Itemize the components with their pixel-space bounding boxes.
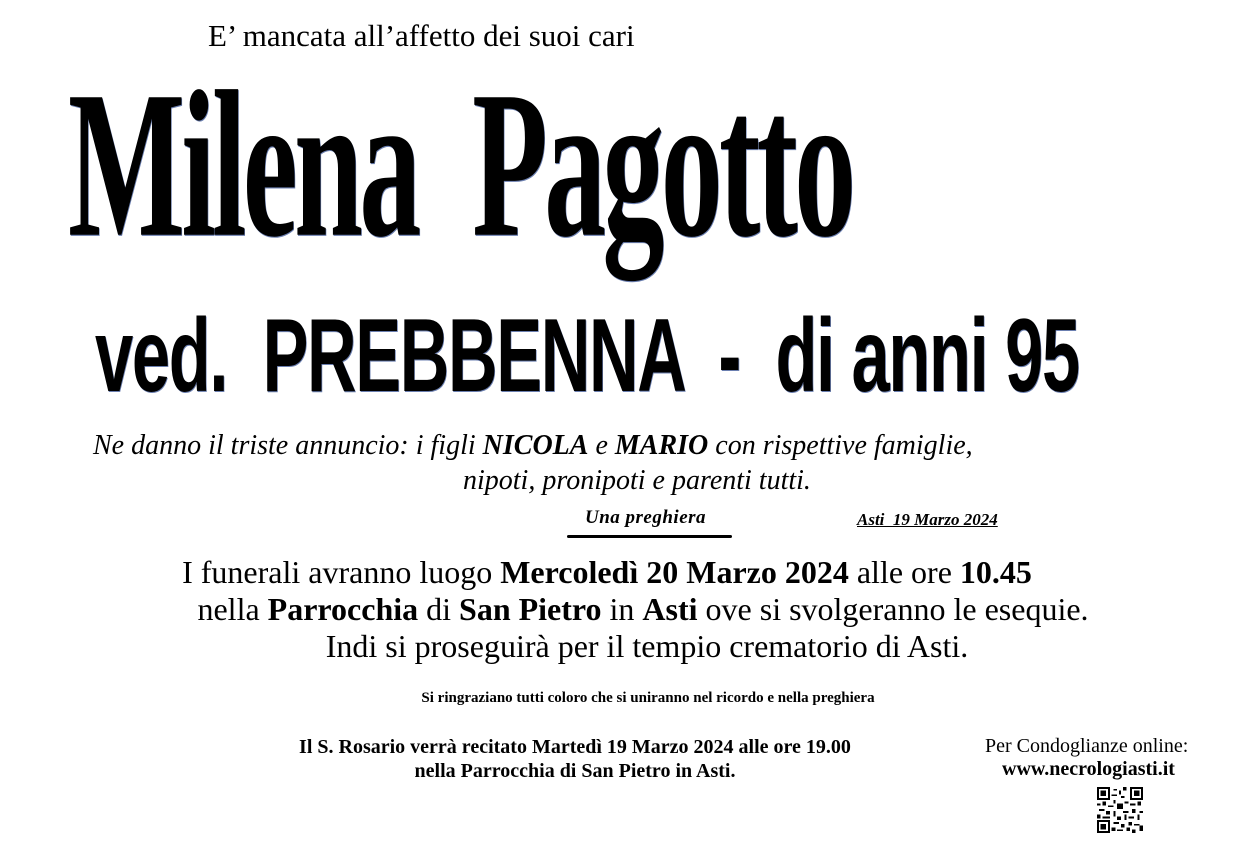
funeral-text: di — [418, 591, 460, 627]
announcement-line-1 — [93, 429, 973, 463]
funeral-line-2 — [20, 590, 1246, 628]
intro-text: E’ mancata all’affetto dei suoi cari — [208, 18, 635, 53]
funeral-text: nella — [197, 591, 268, 627]
child-name-2: MARIO — [614, 430, 709, 461]
thanks-text: Si ringraziano tutti coloro che si uniranno nel ricordo e nella preghiera — [421, 690, 875, 706]
condolences-label: Per Condoglianze online: — [985, 735, 1189, 757]
announcement-line-2: nipoti, pronipoti e parenti tutti. — [463, 465, 811, 496]
child-name-1: NICOLA — [482, 430, 589, 461]
funeral-time: 10.45 — [959, 554, 1032, 590]
announcement-post: con rispettive famiglie, — [708, 430, 973, 461]
funeral-church: San Pietro — [459, 591, 602, 627]
funeral-text: alle ore — [848, 554, 960, 590]
funeral-parish: Parrocchia — [267, 591, 419, 627]
funeral-text: ove si svolgeranno le esequie. — [697, 591, 1089, 627]
prayer-label: Una preghiera — [585, 507, 707, 528]
funeral-city: Asti — [642, 591, 698, 627]
rosario-line-2: nella Parrocchia di San Pietro in Asti. — [414, 760, 736, 782]
deceased-name: Milena Pagotto — [68, 48, 853, 282]
deceased-subtitle: ved. PREBBENNA - di anni 95 — [95, 298, 1079, 414]
funeral-text: in — [601, 591, 643, 627]
funeral-text: I funerali avranno luogo — [182, 554, 501, 590]
announcement-pre: Ne danno il triste annuncio: i figli — [93, 430, 483, 461]
funeral-line-1 — [0, 553, 1230, 591]
funeral-date: Mercoledì 20 Marzo 2024 — [500, 554, 849, 590]
prayer-underline — [567, 535, 732, 538]
place-date: Asti 19 Marzo 2024 — [857, 510, 998, 529]
announcement-and: e — [588, 430, 615, 461]
qr-code-icon[interactable] — [1097, 787, 1143, 833]
condolences-url[interactable]: www.necrologiasti.it — [1002, 758, 1175, 780]
prayer-label-block — [567, 507, 732, 541]
funeral-line-3: Indi si proseguirà per il tempio crematorio di Asti. — [325, 628, 969, 664]
rosario-line-1: Il S. Rosario verrà recitato Martedì 19 Marzo 2024 alle ore 19.00 — [299, 736, 851, 758]
